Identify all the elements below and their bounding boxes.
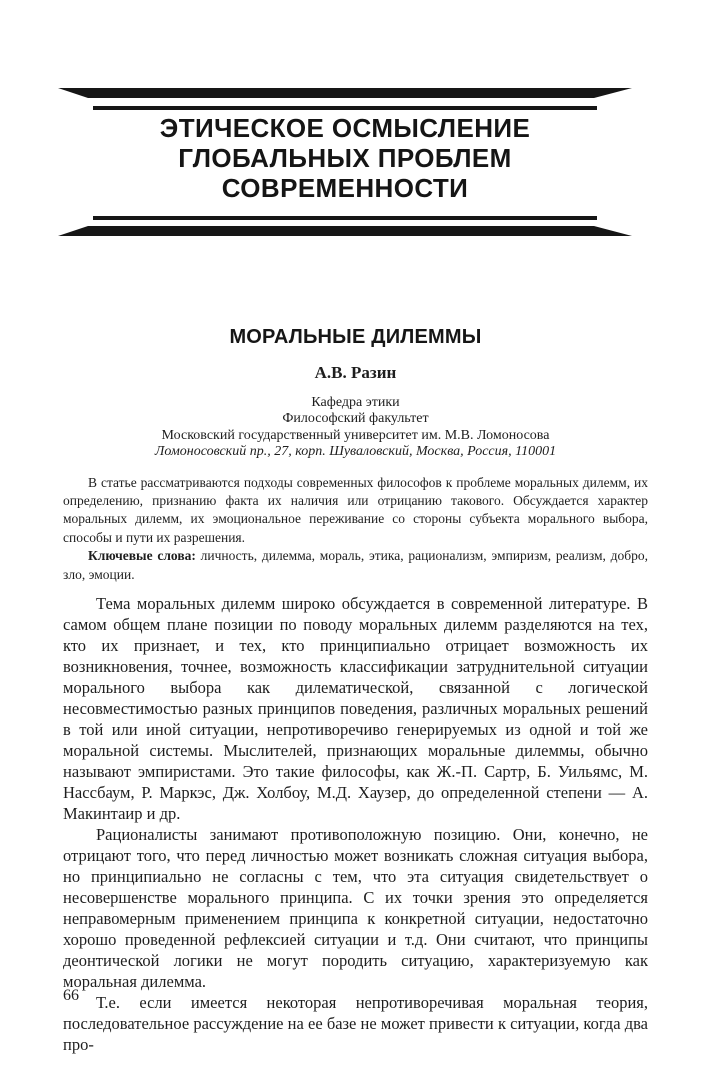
affiliation-faculty: Философский факультет	[282, 411, 429, 427]
journal-title-line-3: СОВРЕМЕННОСТИ	[221, 173, 469, 203]
affiliation-address: Ломоносовский пр., 27, корп. Шуваловский, Москва, Россия, 110001	[154, 444, 557, 460]
article-author: А.В. Разин	[314, 363, 397, 382]
body-paragraph: Т.е. если имеется некоторая непротиворечивая моральная теория, последовательное рассуждение на ее базе не может привести к ситуации, когда два про-	[63, 993, 648, 1055]
keywords-list: личность, дилемма, мораль, этика, рационализм, эмпиризм, реализм, добро, зло, эмоции.	[63, 548, 648, 582]
body-paragraph: Тема моральных дилемм широко обсуждается в современной литературе. В самом общем плане позиции по поводу моральных дилемм разделяются на тех, кто их признает, и тех, кто принципиально отрицает возможность их возникновения, точнее, возможность классификации затруднительной ситуации морального выбора как дилематической, связанной с логической несовместимостью разных принципов поведения, различных моральных решений в той или иной ситуации, непротиворечиво генерируемых из одной и той же моральной системы. Мыслителей, признающих моральные дилеммы, обычно называют эмпиристами. Это такие философы, как Ж.-П. Сартр, Б. Уильямс, М. Нассбаум, Р. Маркэс, Дж. Холбоу, М.Д. Хаузер, до определенной степени — А. Макинтаир и др.	[63, 594, 648, 824]
page-number: 66	[63, 987, 79, 1004]
masthead-rule-thick-top	[58, 88, 632, 98]
article-content	[63, 325, 648, 1055]
journal-masthead	[58, 88, 632, 236]
abstract-text: В статье рассматриваются подходы современных философов к проблеме моральных дилемм, их определению, признанию факта их наличия или отрицанию такового. Обсуждается характер моральных дилемм, их эмоциональное переживание со стороны субъекта морального выбора, способы и пути их разрешения.	[63, 474, 648, 545]
article-body	[63, 593, 648, 1055]
keywords-line	[63, 547, 648, 584]
journal-title-line-2: ГЛОБАЛЬНЫХ ПРОБЛЕМ	[178, 143, 512, 173]
article-title: МОРАЛЬНЫЕ ДИЛЕММЫ	[229, 326, 482, 348]
masthead-rule-thin-top	[93, 106, 597, 110]
affiliation-university: Московский государственный университет им. М.В. Ломоносова	[161, 427, 550, 443]
abstract-block	[63, 474, 648, 584]
journal-title	[58, 113, 632, 203]
body-paragraph: Рационалисты занимают противоположную позицию. Они, конечно, не отрицают того, что перед личностью может возникать сложная ситуация выбора, но принципиально не согласны с тем, что эта ситуация свидетельствует о несовершенстве морального принципа. С их точки зрения это определяется неправомерным применением принципа к конкретной ситуации, недостаточно хорошо проведенной рефлексией ситуации и т.д. Они считают, что принципы деонтической логики не могут породить ситуацию, характеризуемую как моральная дилемма.	[63, 825, 648, 992]
journal-title-line-1: ЭТИЧЕСКОЕ ОСМЫСЛЕНИЕ	[159, 113, 531, 143]
masthead-rule-thick-bottom	[58, 226, 632, 236]
affiliation-block	[63, 395, 648, 461]
keywords-label: Ключевые слова:	[88, 548, 196, 564]
affiliation-department: Кафедра этики	[311, 395, 400, 410]
masthead-rule-thin-bottom	[93, 216, 597, 220]
